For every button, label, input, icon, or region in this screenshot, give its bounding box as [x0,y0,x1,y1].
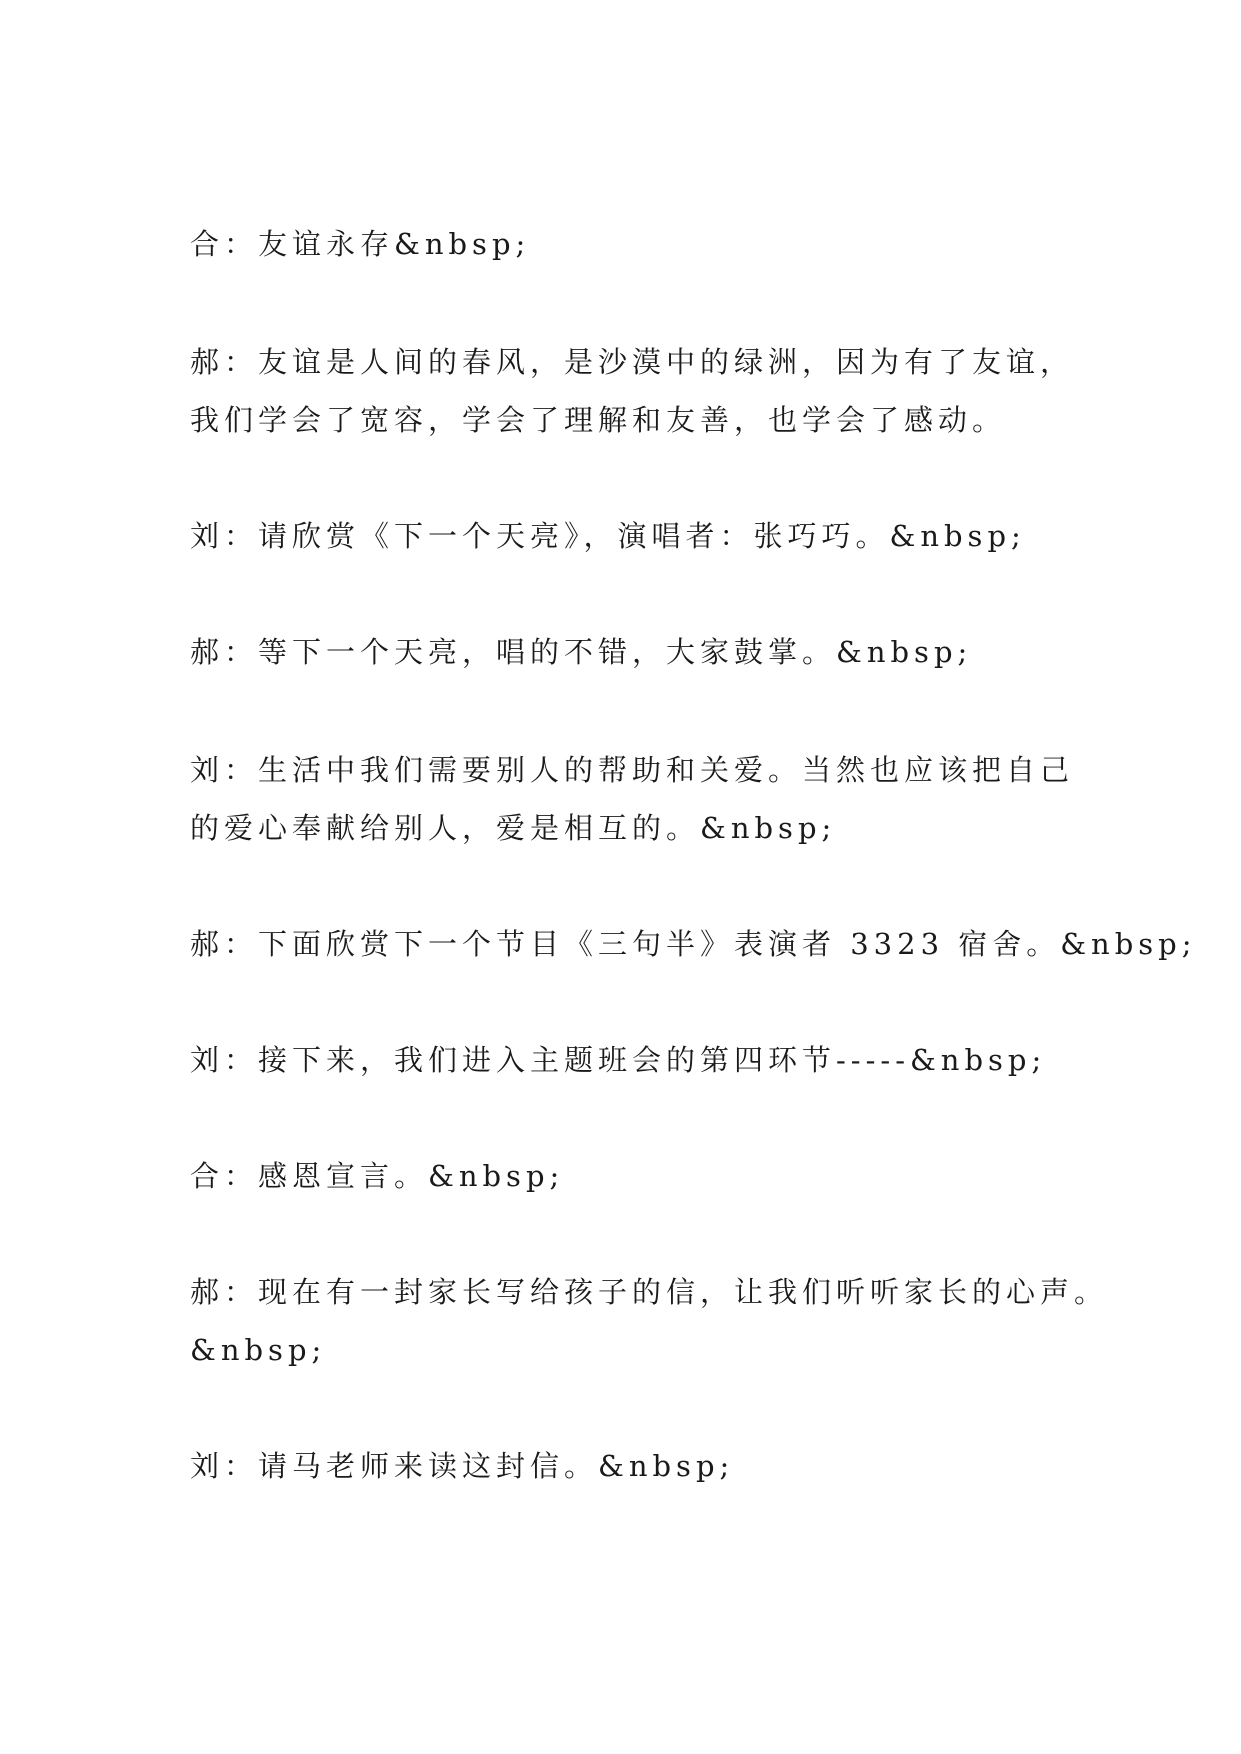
paragraph [190,1437,1090,1495]
text-line: 刘：生活中我们需要别人的帮助和关爱。当然也应该把自己 [190,753,1075,787]
text-line: 合：感恩宣言。&nbsp; [190,1159,565,1193]
text-line: 郝：下面欣赏下一个节目《三句半》表演者 3323 宿舍。&nbsp; [190,927,1197,961]
paragraph [190,1263,1109,1379]
text-line: 合：友谊永存&nbsp; [190,227,531,261]
text-line: 郝：等下一个天亮，唱的不错，大家鼓掌。&nbsp; [190,635,973,669]
paragraph [190,215,1090,273]
paragraph [190,741,1090,857]
text-line: 的爱心奉献给别人，爱是相互的。&nbsp; [190,811,837,845]
paragraph [190,333,1090,449]
text-line: &nbsp; [190,1333,327,1367]
paragraph [190,1031,1090,1089]
paragraph [190,915,1197,973]
text-line: 刘：请欣赏《下一个天亮》，演唱者：张巧巧。&nbsp; [190,519,1026,553]
text-line: 刘：请马老师来读这封信。&nbsp; [190,1449,735,1483]
paragraph [190,1147,1090,1205]
text-line: 郝：友谊是人间的春风，是沙漠中的绿洲，因为有了友谊， [190,345,1075,379]
paragraph [190,507,1090,565]
text-line: 郝：现在有一封家长写给孩子的信，让我们听听家长的心声。 [190,1275,1109,1309]
text-line: 刘：接下来，我们进入主题班会的第四环节-----&nbsp; [190,1043,1047,1077]
paragraph [190,623,1090,681]
text-line: 我们学会了宽容，学会了理解和友善，也学会了感动。 [190,403,1007,437]
